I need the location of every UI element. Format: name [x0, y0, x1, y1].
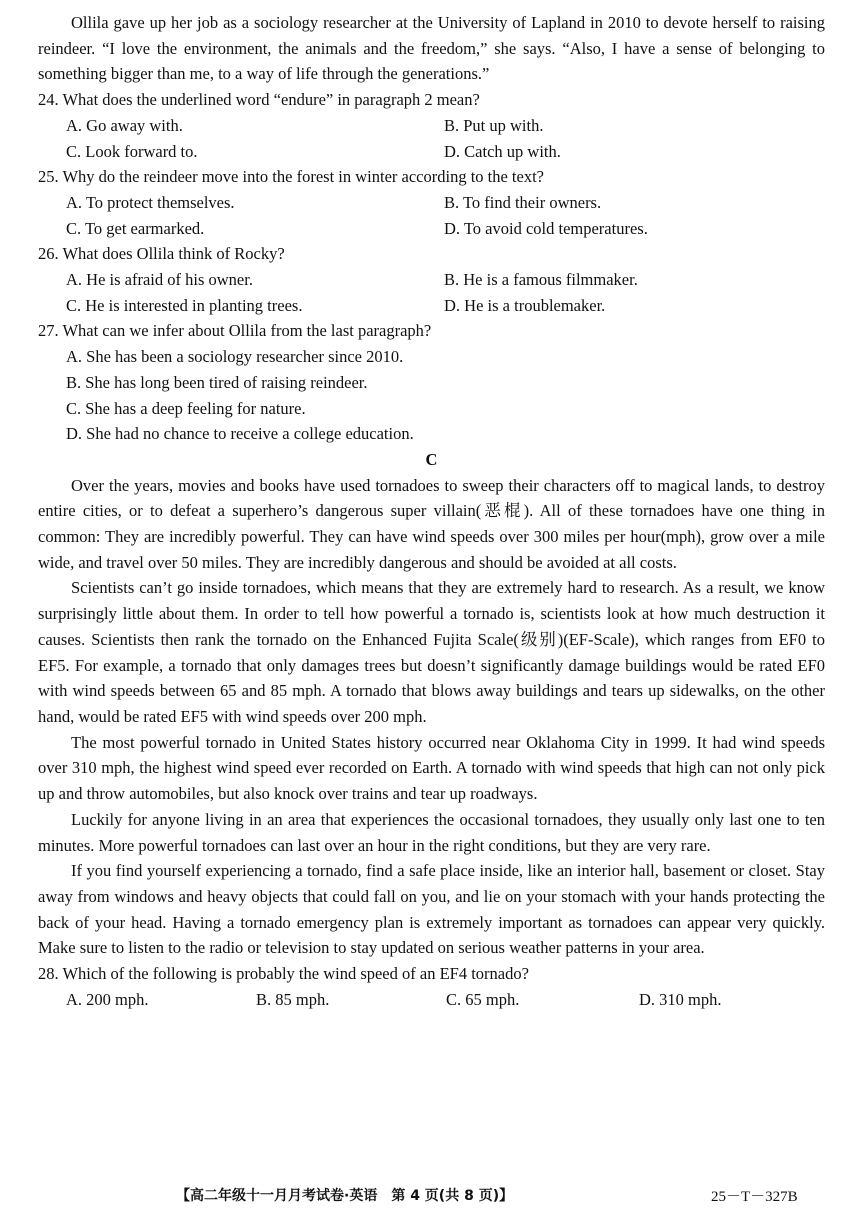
passage-paragraph-3: The most powerful tornado in United States history occurred near Oklahoma City in 1999. It had wind speeds over 310 mph, the highest wind speed ever recorded on Earth. A tornado with wind speeds that high can not only pick up and throw automobiles, but also knock over trains and tear up roadways.	[38, 732, 825, 804]
question-24	[38, 87, 825, 164]
question-stem: 27. What can we infer about Ollila from the last paragraph?	[38, 321, 432, 341]
intro-paragraph: Ollila gave up her job as a sociology researcher at the University of Lapland in 2010 to devote herself to raising reindeer. “I love the environment, the animals and the freedom,” she says. “Also, I have a sense of belonging to something bigger than me, to a way of life through the generations.”	[38, 13, 825, 84]
options	[38, 344, 825, 447]
question-stem: 25. Why do the reindeer move into the forest in winter according to the text?	[38, 167, 544, 187]
question-25	[38, 164, 825, 241]
option-b: B. Put up with.	[444, 115, 544, 135]
question-stem: 28. Which of the following is probably the wind speed of an EF4 tornado?	[38, 964, 529, 984]
option-a: A. Go away with.	[66, 115, 183, 135]
option-a: A. He is afraid of his owner.	[66, 270, 253, 290]
option-a: A. To protect themselves.	[66, 192, 235, 212]
exam-page	[38, 10, 825, 1012]
option-d: D. She had no chance to receive a college education.	[66, 424, 414, 444]
passage-paragraph-4: Luckily for anyone living in an area that experiences the occasional tornadoes, they usually only last one to ten minutes. More powerful tornadoes can last over an hour in the right conditions, but they are very rare.	[38, 809, 825, 855]
options	[38, 267, 825, 318]
option-c: C. He is interested in planting trees.	[66, 295, 303, 315]
option-d: D. 310 mph.	[639, 989, 722, 1009]
option-b: B. To find their owners.	[444, 192, 602, 212]
question-26	[38, 241, 825, 318]
options	[38, 987, 825, 1013]
options	[38, 190, 825, 241]
option-c: C. She has a deep feeling for nature.	[66, 398, 306, 418]
option-d: D. To avoid cold temperatures.	[444, 218, 648, 238]
option-c: C. 65 mph.	[446, 989, 520, 1009]
question-28	[38, 961, 825, 1012]
question-stem: 24. What does the underlined word “endure” in paragraph 2 mean?	[38, 90, 480, 110]
option-c: C. Look forward to.	[66, 141, 198, 161]
option-a: A. 200 mph.	[66, 989, 149, 1009]
option-b: B. She has long been tired of raising reindeer.	[66, 372, 368, 392]
option-b: B. He is a famous filmmaker.	[444, 270, 638, 290]
footer-code: 25－T－327B	[711, 1189, 798, 1205]
option-d: D. Catch up with.	[444, 141, 561, 161]
passage-paragraph-1: Over the years, movies and books have used tornadoes to sweep their characters off to magical lands, to destroy entire cities, or to defeat a superhero’s dangerous super villain(恶棍). All of these tornadoes have one thing in common: They are incredibly powerful. They can have wind speeds over 300 miles per hour(mph), grow over a mile wide, and travel over 50 miles. They are incredibly dangerous and should be avoided at all costs.	[38, 475, 825, 572]
footer-title: 【高二年级十一月月考试卷·英语 第 4 页(共 8 页)】	[176, 1188, 514, 1204]
question-27	[38, 318, 825, 447]
passage-paragraph-2: Scientists can’t go inside tornadoes, which means that they are extremely hard to research. As a result, we know surprisingly little about them. In order to tell how powerful a tornado is, scientists look at how much destruction it causes. Scientists then rank the tornado on the Enhanced Fujita Scale(级别)(EF-Scale), which ranges from EF0 to EF5. For example, a tornado that only damages trees but doesn’t significantly damage buildings would be rated EF0 with wind speeds between 65 and 85 mph. A tornado that blows away buildings and tears up sidewalks, on the other hand, would be rated EF5 with wind speeds over 200 mph.	[38, 578, 825, 726]
options	[38, 113, 825, 164]
passage-paragraph-5: If you find yourself experiencing a tornado, find a safe place inside, like an interior hall, basement or closet. Stay away from windows and heavy objects that could fall on you, and lie on your stomach with your hands protecting the back of your head. Having a tornado emergency plan is extremely important as tornadoes can appear very quickly. Make sure to listen to the radio or television to stay updated on serious weather patterns in your area.	[38, 861, 825, 958]
option-d: D. He is a troublemaker.	[444, 295, 606, 315]
option-c: C. To get earmarked.	[66, 218, 205, 238]
section-heading: C	[425, 449, 438, 469]
option-b: B. 85 mph.	[256, 989, 330, 1009]
option-a: A. She has been a sociology researcher since 2010.	[66, 347, 404, 367]
question-stem: 26. What does Ollila think of Rocky?	[38, 244, 285, 264]
